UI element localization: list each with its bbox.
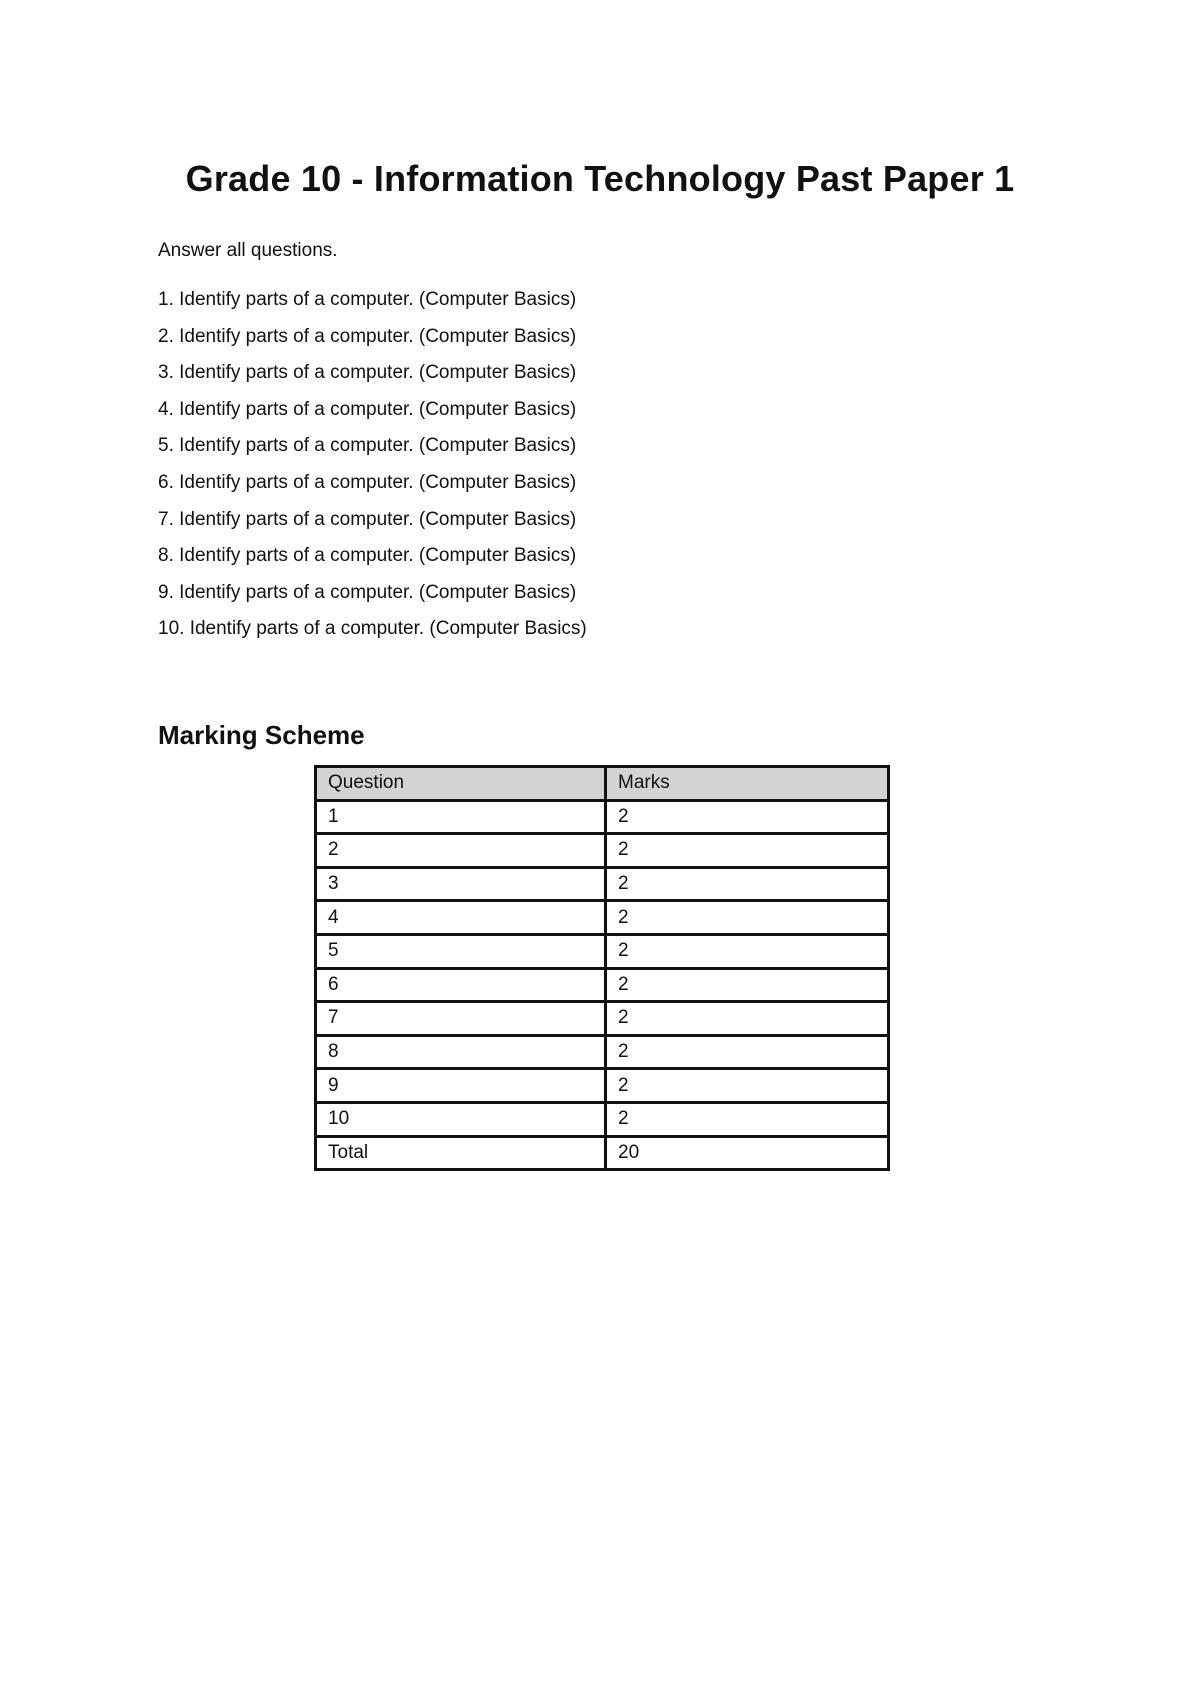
question-list bbox=[158, 290, 587, 656]
table-row bbox=[316, 834, 889, 868]
marks-cell: 2 bbox=[606, 968, 889, 1002]
table-row bbox=[316, 968, 889, 1002]
table-header-row bbox=[316, 767, 889, 801]
table-row bbox=[316, 1069, 889, 1103]
total-label-cell: Total bbox=[316, 1136, 606, 1170]
marking-scheme-heading: Marking Scheme bbox=[158, 720, 365, 750]
table-row bbox=[316, 800, 889, 834]
question-cell: 4 bbox=[316, 901, 606, 935]
question-cell: 2 bbox=[316, 834, 606, 868]
marks-cell: 2 bbox=[606, 1069, 889, 1103]
table-row bbox=[316, 934, 889, 968]
instruction-text: Answer all questions. bbox=[158, 240, 338, 261]
question-cell: 5 bbox=[316, 934, 606, 968]
question-item: 8. Identify parts of a computer. (Computer Basics) bbox=[158, 545, 577, 567]
question-item: 5. Identify parts of a computer. (Computer Basics) bbox=[158, 435, 577, 457]
column-header-question: Question bbox=[316, 767, 606, 801]
table-row bbox=[316, 901, 889, 935]
question-item: 3. Identify parts of a computer. (Computer Basics) bbox=[158, 362, 577, 384]
table-row bbox=[316, 1002, 889, 1036]
marks-cell: 2 bbox=[606, 867, 889, 901]
question-cell: 6 bbox=[316, 968, 606, 1002]
question-item: 1. Identify parts of a computer. (Computer Basics) bbox=[158, 289, 577, 310]
question-item: 7. Identify parts of a computer. (Computer Basics) bbox=[158, 508, 577, 530]
question-item: 6. Identify parts of a computer. (Computer Basics) bbox=[158, 471, 577, 493]
question-item: 9. Identify parts of a computer. (Computer Basics) bbox=[158, 581, 577, 603]
marking-scheme-table bbox=[314, 765, 890, 1171]
marks-cell: 2 bbox=[606, 1002, 889, 1036]
question-cell: 9 bbox=[316, 1069, 606, 1103]
page-title: Grade 10 - Information Technology Past Paper 1 bbox=[185, 158, 1015, 199]
marks-cell: 2 bbox=[606, 1102, 889, 1136]
question-cell: 3 bbox=[316, 867, 606, 901]
marks-cell: 2 bbox=[606, 934, 889, 968]
total-marks-cell: 20 bbox=[606, 1136, 889, 1170]
table-row bbox=[316, 1102, 889, 1136]
table-row bbox=[316, 1035, 889, 1069]
question-item: 10. Identify parts of a computer. (Computer Basics) bbox=[158, 618, 587, 640]
question-item: 2. Identify parts of a computer. (Computer Basics) bbox=[158, 325, 577, 347]
question-cell: 7 bbox=[316, 1002, 606, 1036]
question-cell: 8 bbox=[316, 1035, 606, 1069]
table-row-total bbox=[316, 1136, 889, 1170]
question-item: 4. Identify parts of a computer. (Computer Basics) bbox=[158, 398, 577, 420]
marks-cell: 2 bbox=[606, 901, 889, 935]
marks-cell: 2 bbox=[606, 834, 889, 868]
table-row bbox=[316, 867, 889, 901]
marks-cell: 2 bbox=[606, 1035, 889, 1069]
marks-cell: 2 bbox=[606, 800, 889, 834]
question-cell: 10 bbox=[316, 1102, 606, 1136]
column-header-marks: Marks bbox=[606, 767, 889, 801]
question-cell: 1 bbox=[316, 800, 606, 834]
